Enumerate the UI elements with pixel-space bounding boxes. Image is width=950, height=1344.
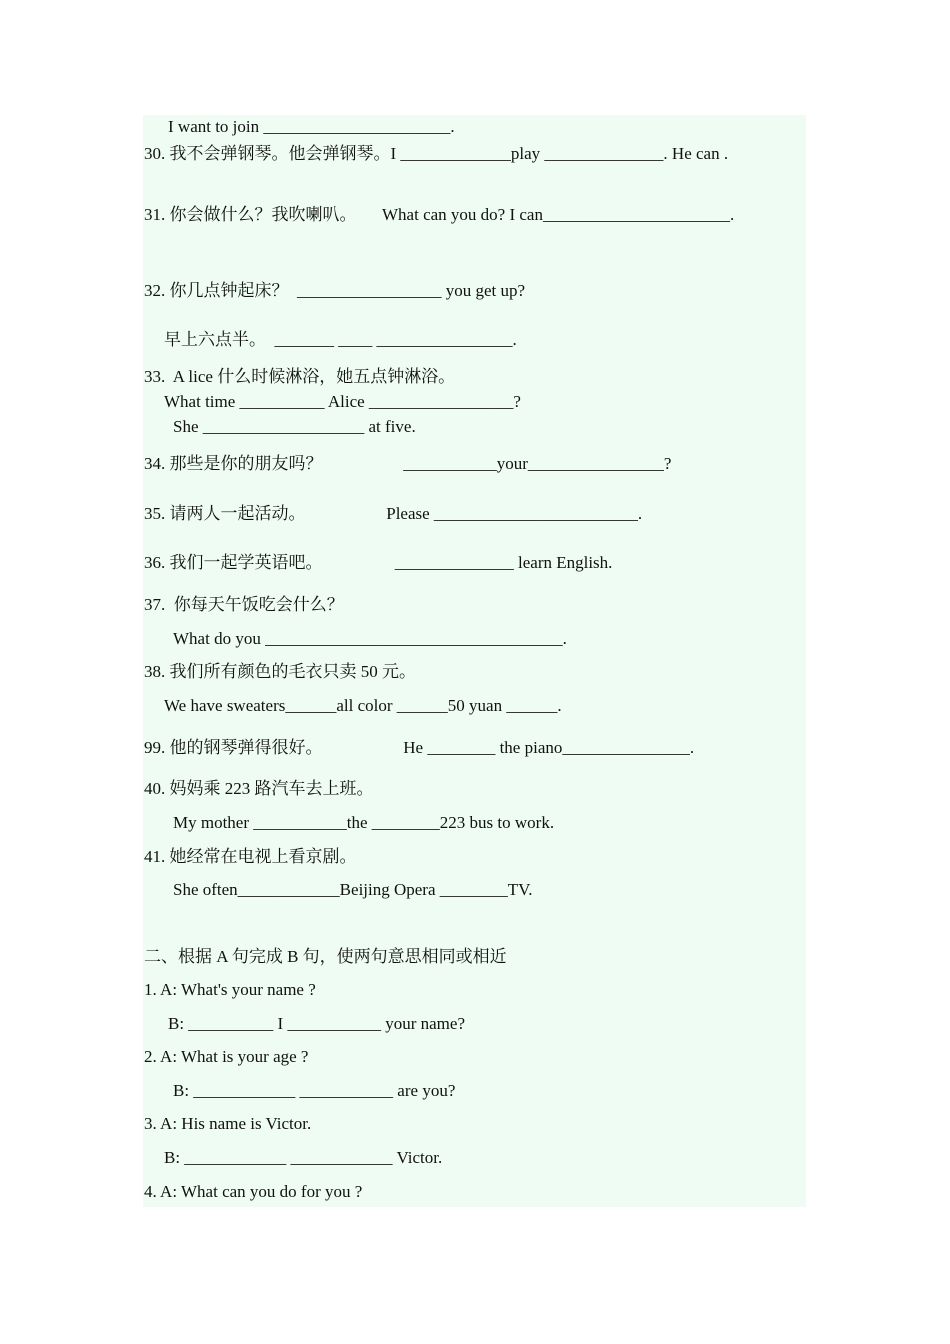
line-40: 40. 妈妈乘 223 路汽车去上班。 <box>144 779 374 798</box>
line-29-english: I want to join ______________________. <box>168 117 455 136</box>
item-1-a: 1. A: What's your name ? <box>144 980 316 999</box>
line-37-english: What do you ___________________________________. <box>173 629 567 648</box>
line-38: 38. 我们所有颜色的毛衣只卖 50 元。 <box>144 662 416 681</box>
line-32: 32. 你几点钟起床？ _________________ you get up? <box>144 281 526 300</box>
line-37: 37. 你每天午饭吃会什么？ <box>144 595 344 614</box>
line-30: 30. 我不会弹钢琴。他会弹钢琴。I _____________play ______________. He can . <box>144 144 729 163</box>
line-41-english: She often____________Beijing Opera ________TV. <box>173 880 533 899</box>
line-36: 36. 我们一起学英语吧。 ______________ learn English. <box>144 553 613 572</box>
line-32-answer: 早上六点半。 _______ ____ ________________. <box>164 330 517 349</box>
line-34: 34. 那些是你的朋友吗？ ___________your________________? <box>144 454 672 473</box>
line-33-answer: She ___________________ at five. <box>173 417 416 436</box>
line-31: 31. 你会做什么？我吹喇叭。 What can you do? I can______________________. <box>144 205 735 224</box>
item-3-a: 3. A: His name is Victor. <box>144 1114 312 1133</box>
item-3-b: B: ____________ ____________ Victor. <box>164 1148 443 1167</box>
worksheet-page <box>143 115 806 1207</box>
item-4-a: 4. A: What can you do for you ? <box>144 1182 363 1201</box>
line-33: 33. A lice 什么时候淋浴，她五点钟淋浴。 <box>144 367 456 386</box>
line-38-english: We have sweaters______all color ______50 yuan ______. <box>164 696 562 715</box>
item-2-b: B: ____________ ___________ are you? <box>173 1081 456 1100</box>
line-41: 41. 她经常在电视上看京剧。 <box>144 847 357 866</box>
line-33-question: What time __________ Alice _________________? <box>164 392 521 411</box>
line-40-english: My mother ___________the ________223 bus to work. <box>173 813 555 832</box>
line-35: 35. 请两人一起活动。 Please ________________________. <box>144 504 643 523</box>
line-99: 99. 他的钢琴弹得很好。 He ________ the piano_______________. <box>144 738 695 757</box>
item-2-a: 2. A: What is your age ? <box>144 1047 309 1066</box>
item-1-b: B: __________ I ___________ your name? <box>168 1014 465 1033</box>
section-2-heading: 二、根据 A 句完成 B 句，使两句意思相同或相近 <box>144 947 507 966</box>
